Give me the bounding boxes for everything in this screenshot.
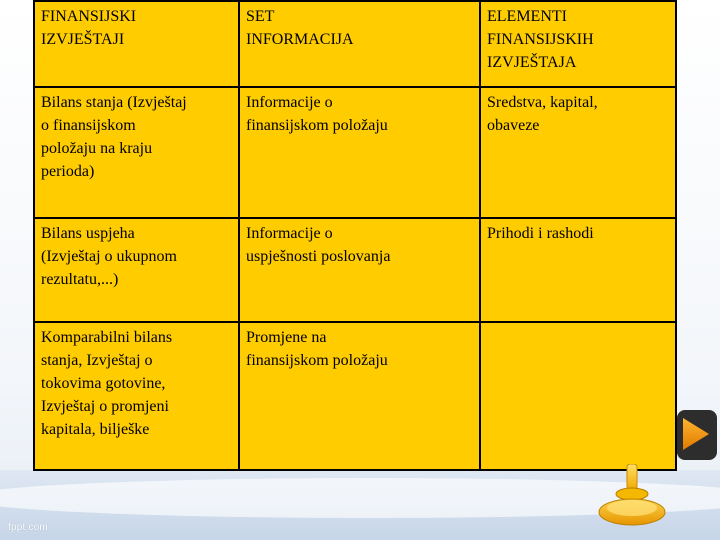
table-row xyxy=(34,322,676,470)
table-cell xyxy=(480,322,676,470)
table-row xyxy=(34,87,676,218)
financial-statements-table xyxy=(33,0,675,466)
trophy-icon xyxy=(596,464,668,528)
table-cell: Informacije o uspješnosti poslovanja xyxy=(239,218,480,322)
table-cell: Informacije o finansijskom položaju xyxy=(239,87,480,218)
table-cell: Sredstva, kapital, obaveze xyxy=(480,87,676,218)
table-cell: Prihodi i rashodi xyxy=(480,218,676,322)
table-cell: Bilans uspjeha (Izvještaj o ukupnom rezultatu,...) xyxy=(34,218,239,322)
header-financial-statements: FINANSIJSKI IZVJEŠTAJI xyxy=(34,1,239,87)
table xyxy=(33,0,677,471)
arrow-right-icon[interactable] xyxy=(675,406,719,462)
table-cell: Komparabilni bilans stanja, Izvještaj o tokovima gotovine, Izvještaj o promjeni kapitala, bilješke xyxy=(34,322,239,470)
table-cell: Bilans stanja (Izvještaj o finansijskom položaju na kraju perioda) xyxy=(34,87,239,218)
table-cell: Promjene na finansijskom položaju xyxy=(239,322,480,470)
table-header-row xyxy=(34,1,676,87)
table-row xyxy=(34,218,676,322)
header-information-set: SET INFORMACIJA xyxy=(239,1,480,87)
footer-brand: fppt.com xyxy=(8,522,48,533)
header-statement-elements: ELEMENTI FINANSIJSKIH IZVJEŠTAJA xyxy=(480,1,676,87)
